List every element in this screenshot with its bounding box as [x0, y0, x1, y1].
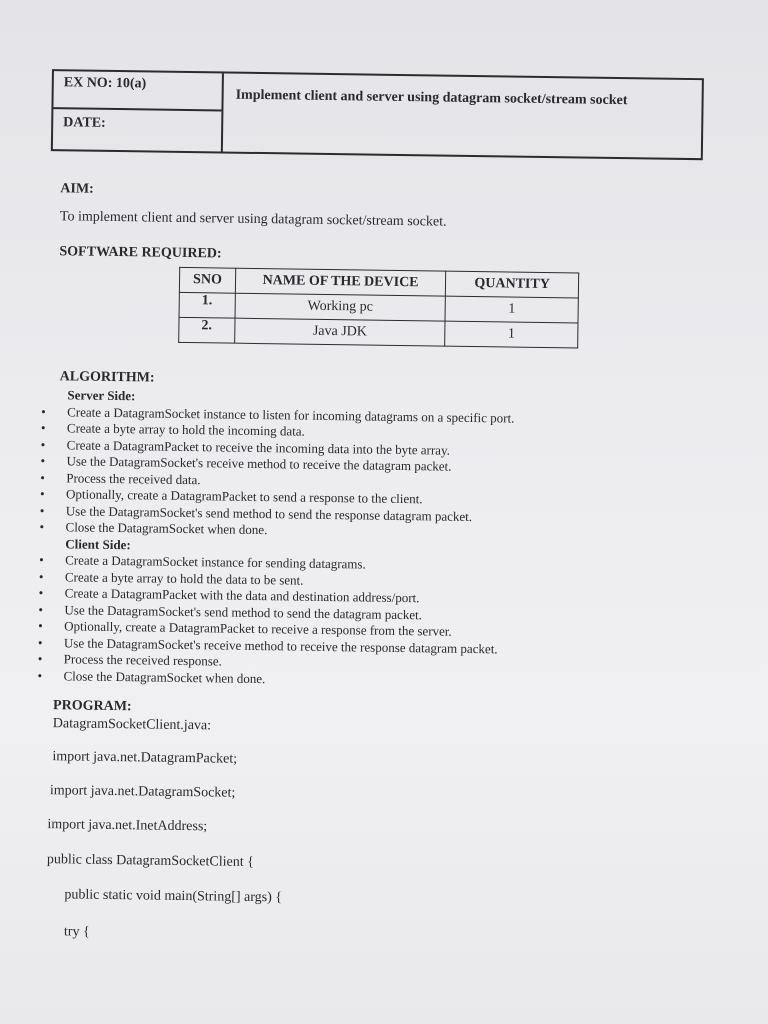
algorithm-heading: ALGORITHM: [59, 369, 155, 386]
aim-heading: AIM: [60, 181, 94, 197]
list-item: • Use the DatagramSocket's receive method to receive the datagram packet. [40, 453, 600, 477]
row-quantity: 1 [445, 321, 578, 348]
list-item: • Create a DatagramSocket instance to listen for incoming datagrams on a specific port. [41, 403, 601, 427]
list-item: • Optionally, create a DatagramPacket to receive a response from the server. [38, 618, 598, 642]
column-header: SNO [179, 267, 235, 293]
code-line: import java.net.DatagramPacket; [52, 749, 238, 767]
algorithm-section [37, 387, 601, 692]
aim-text: To implement client and server using datagram socket/stream socket. [59, 209, 447, 230]
row-quantity: 1 [445, 296, 578, 323]
list-item: • Close the DatagramSocket when done. [37, 667, 597, 691]
server-steps-list [39, 403, 601, 543]
column-header: NAME OF THE DEVICE [235, 268, 446, 296]
code-line: import java.net.InetAddress; [47, 817, 208, 835]
header-left-column [53, 71, 224, 151]
software-table [178, 267, 579, 349]
list-item: • Use the DatagramSocket's send method to send the datagram packet. [38, 601, 598, 625]
list-item: • Create a DatagramPacket to receive the incoming data into the byte array. [41, 436, 601, 460]
table-row [179, 317, 578, 348]
list-item: • Process the received data. [40, 469, 600, 493]
code-line: import java.net.DatagramSocket; [49, 783, 236, 801]
row-device-name: Working pc [235, 293, 446, 321]
list-item: • Process the received response. [38, 651, 598, 675]
header-box [51, 69, 704, 160]
exercise-number: EX NO: 10(a) [53, 71, 222, 111]
code-line: try { [63, 924, 90, 940]
column-header: QUANTITY [446, 271, 579, 298]
list-item: • Use the DatagramSocket's receive method to receive the response datagram packet. [38, 634, 598, 658]
code-line: public class DatagramSocketClient { [46, 852, 254, 870]
code-line: public static void main(String[] args) { [64, 887, 283, 906]
row-sno: 2. [179, 317, 235, 343]
list-item: • Create a byte array to hold the data to be sent. [39, 568, 599, 592]
client-steps-list [37, 552, 599, 692]
list-item: • Create a byte array to hold the incoming data. [41, 420, 601, 444]
row-sno: 1. [179, 292, 235, 318]
program-heading: PROGRAM: [52, 698, 132, 715]
date-label: DATE: [63, 115, 106, 131]
program-filename: DatagramSocketClient.java: [52, 716, 212, 734]
list-item: • Create a DatagramSocket instance for sending datagrams. [39, 552, 599, 576]
list-item: • Use the DatagramSocket's send method to send the response datagram packet. [40, 502, 600, 526]
list-item: • Create a DatagramPacket with the data and destination address/port. [39, 585, 599, 609]
list-item: • Close the DatagramSocket when done. [39, 519, 599, 543]
list-item: • Optionally, create a DatagramPacket to send a response to the client. [40, 486, 600, 510]
server-side-heading: Server Side: [67, 387, 136, 404]
software-heading: SOFTWARE REQUIRED: [59, 244, 222, 262]
client-side-heading: Client Side: [65, 535, 131, 552]
row-device-name: Java JDK [235, 318, 446, 346]
exercise-title: Implement client and server using datagram socket/stream socket [235, 87, 628, 109]
